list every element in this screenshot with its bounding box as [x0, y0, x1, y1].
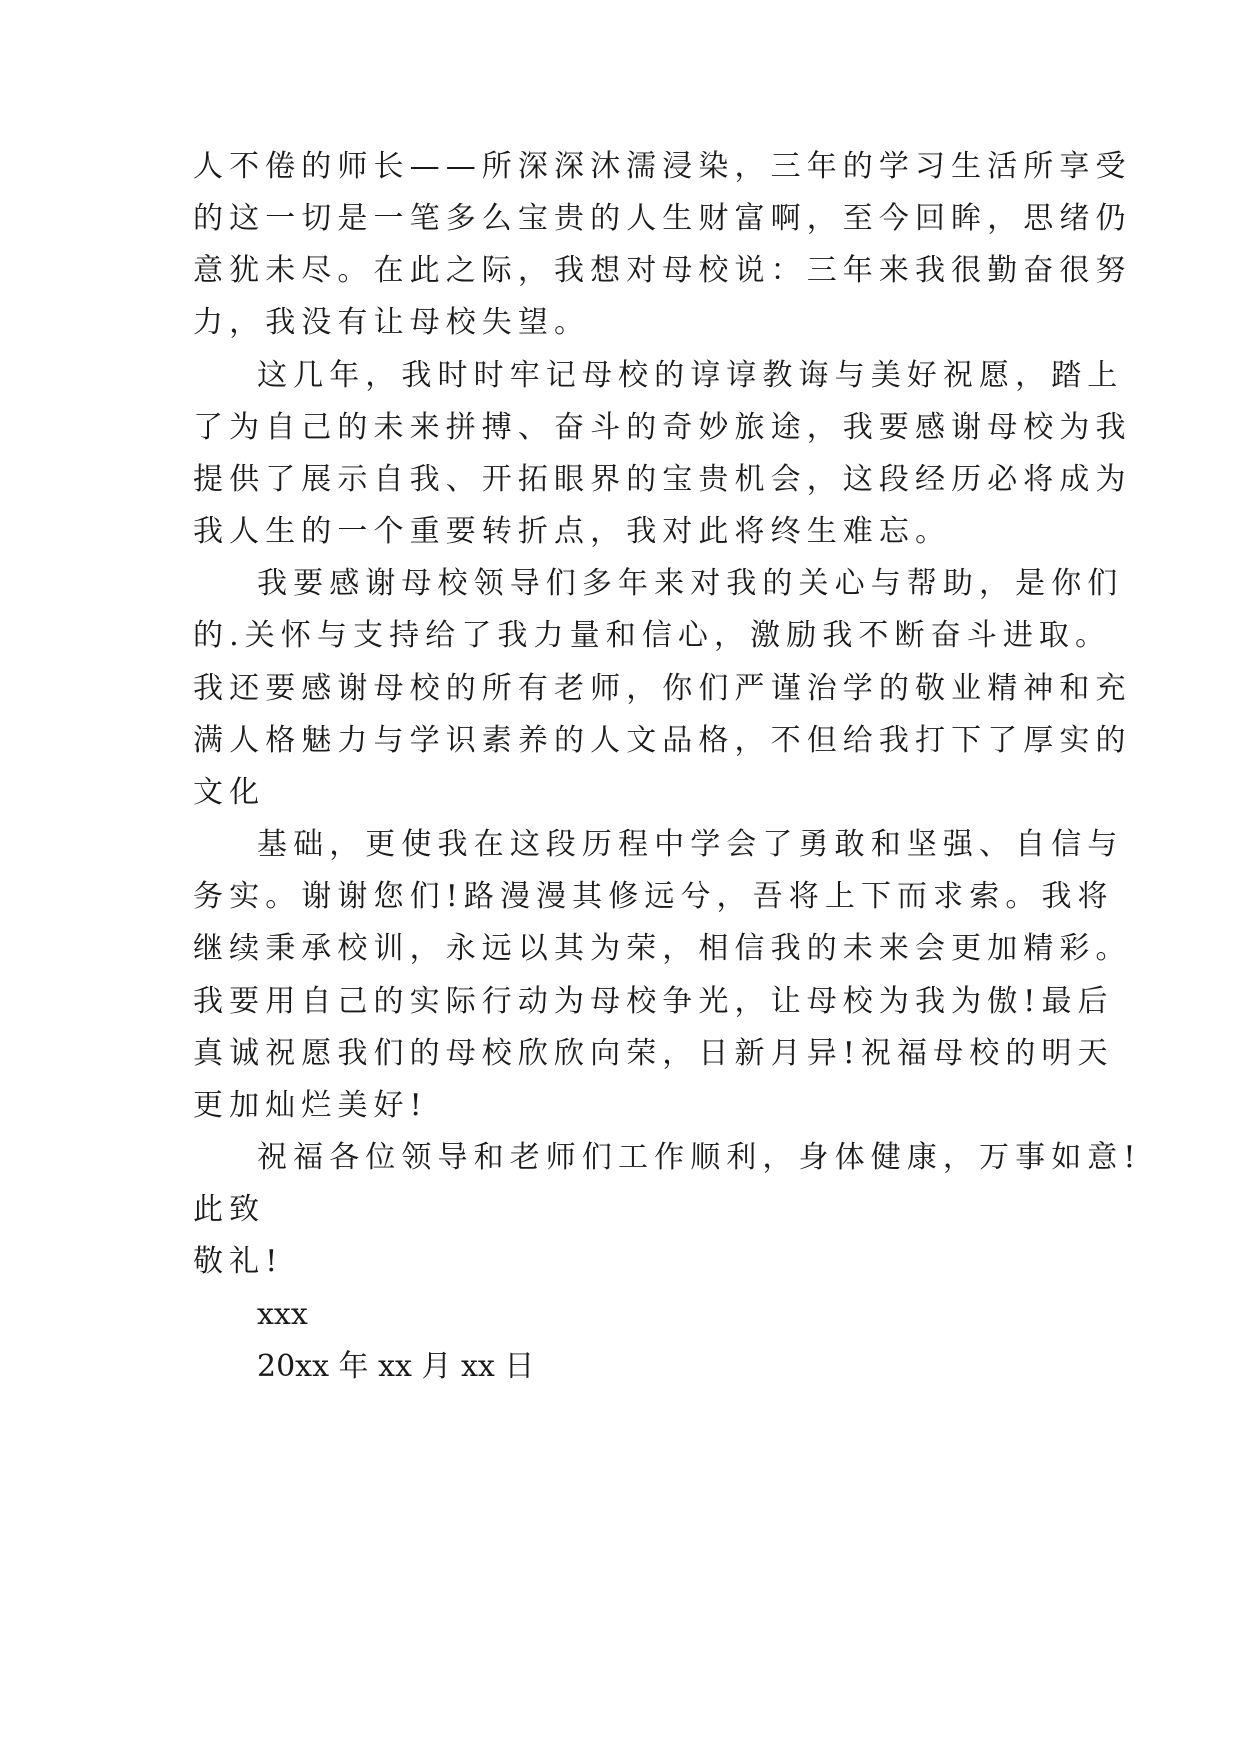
- text-line: 务实。谢谢您们!路漫漫其修远兮，吾将上下而求索。我将: [193, 879, 1114, 914]
- paragraph-first-line: 基础，更使我在这段历程中学会了勇敢和坚强、自信与: [257, 827, 1124, 862]
- text-line: 文化: [193, 775, 266, 810]
- text-line: 满人格魅力与学识素养的人文品格，不但给我打下了厚实的: [193, 723, 1132, 758]
- closing-line: 此致: [193, 1192, 266, 1227]
- text-line: 力，我没有让母校失望。: [193, 305, 591, 340]
- signature-date: 20xx 年 xx 月 xx 日: [257, 1349, 535, 1384]
- text-line: 意犹未尽。在此之际，我想对母校说：三年来我很勤奋很努: [193, 253, 1132, 288]
- text-line: 我要用自己的实际行动为母校争光，让母校为我为傲!最后: [193, 984, 1114, 1019]
- text-line: 继续秉承校训，永远以其为荣，相信我的未来会更加精彩。: [193, 931, 1132, 966]
- text-line: 我人生的一个重要转折点，我对此将终生难忘。: [193, 514, 952, 549]
- text-line: 了为自己的未来拼搏、奋斗的奇妙旅途，我要感谢母校为我: [193, 410, 1132, 445]
- paragraph-first-line: 我要感谢母校领导们多年来对我的关心与帮助，是你们: [257, 566, 1124, 601]
- text-line: 真诚祝愿我们的母校欣欣向荣，日新月异!祝福母校的明天: [193, 1036, 1114, 1071]
- signature-name: xxx: [257, 1297, 308, 1332]
- text-line: 提供了展示自我、开拓眼界的宝贵机会，这段经历必将成为: [193, 462, 1132, 497]
- text-line: 的这一切是一笔多么宝贵的人生财富啊，至今回眸，思绪仍: [193, 201, 1132, 236]
- closing-salutation: 敬礼!: [193, 1244, 284, 1279]
- text-line: 的.关怀与支持给了我力量和信心，激励我不断奋斗进取。: [193, 618, 1112, 653]
- text-line: 我还要感谢母校的所有老师，你们严谨治学的敬业精神和充: [193, 671, 1132, 706]
- text-line: 人不倦的师长——所深深沐濡浸染，三年的学习生活所享受: [193, 149, 1132, 184]
- text-line: 更加灿烂美好!: [193, 1088, 428, 1123]
- paragraph-first-line: 祝福各位领导和老师们工作顺利，身体健康，万事如意!: [257, 1140, 1142, 1175]
- paragraph-first-line: 这几年，我时时牢记母校的谆谆教诲与美好祝愿，踏上: [257, 358, 1124, 393]
